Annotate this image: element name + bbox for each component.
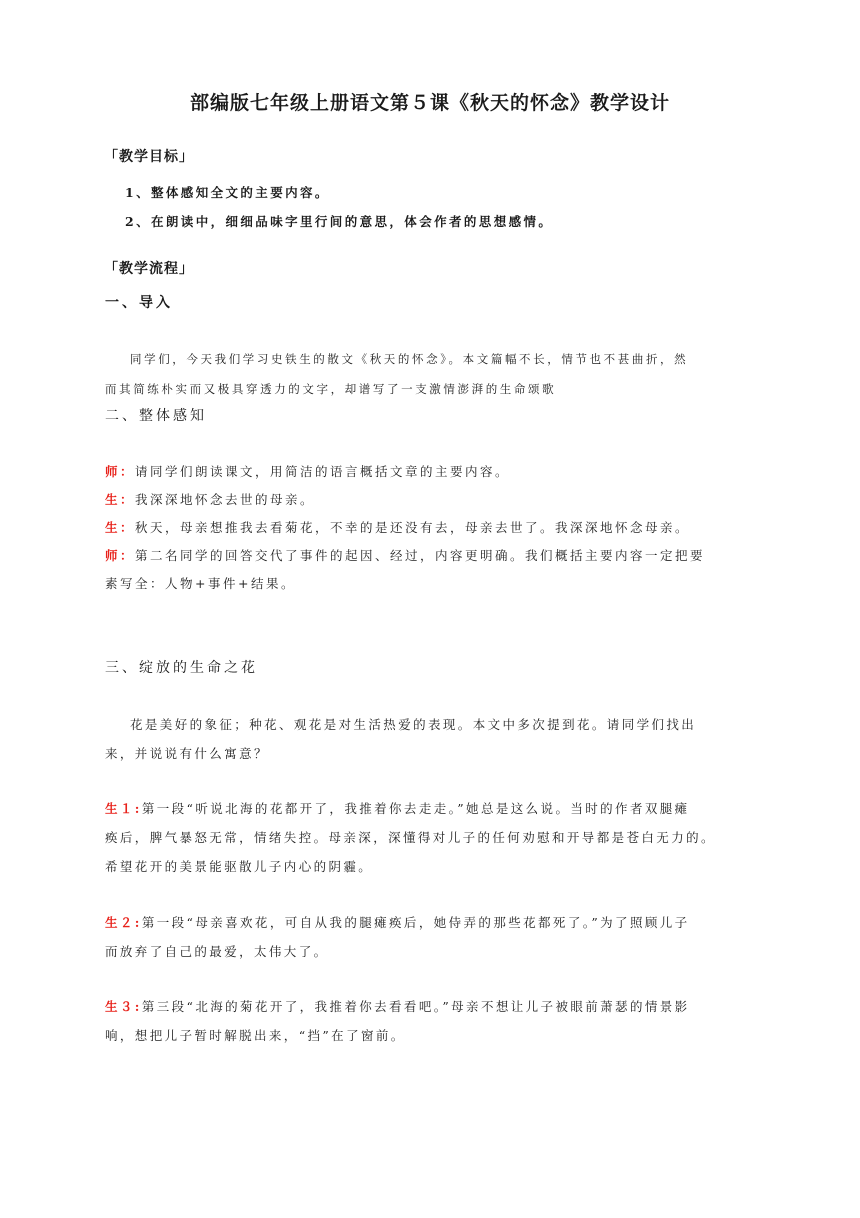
speaker-label: 生３: (105, 999, 142, 1014)
question-line-1: 花是美好的象征；种花、观花是对生活热爱的表现。本文中多次提到花。请同学们找出 (130, 717, 697, 732)
answer-line: 而放弃了自己的最爱，太伟大了。 (105, 944, 329, 959)
dialogue-line (105, 462, 510, 480)
answer-line: 希望花开的美景能驱散儿子内心的阴霾。 (105, 859, 374, 874)
answer-text: 第三段“北海的菊花开了，我推着你去看看吧。”母亲不想让儿子被眼前萧瑟的情景影 (141, 999, 690, 1014)
answer-line: 响，想把儿子暂时解脱出来，“挡”在了窗前。 (105, 1028, 406, 1043)
answer-text: 第一段“母亲喜欢花，可自从我的腿瘫痪后，她侍弄的那些花都死了。”为了照顾儿子 (141, 915, 690, 930)
intro-line-1: 同学们，今天我们学习史铁生的散文《秋天的怀念》。本文篇幅不长，情节也不甚曲折，然 (130, 352, 689, 366)
intro-line-2: 而其简练朴实而又极具穿透力的文字，却谱写了一支激情澎湃的生命颂歌 (105, 382, 557, 396)
answer-line (105, 913, 690, 931)
dialogue-text: 我深深地怀念去世的母亲。 (135, 492, 316, 507)
speaker-label: 师： (105, 548, 136, 563)
objectives-heading: 「教学目标」 (104, 149, 194, 165)
section-heading-overview: 二、整体感知 (105, 408, 207, 424)
answer-line (105, 997, 690, 1015)
answer-text: 第一段“听说北海的花都开了，我推着你去走走。”她总是这么说。当时的作者双腿瘫 (141, 801, 690, 816)
dialogue-line (105, 518, 690, 536)
dialogue-text: 请同学们朗读课文，用简洁的语言概括文章的主要内容。 (135, 464, 511, 479)
answer-line: 痪后，脾气暴怒无常，情绪失控。母亲深，深懂得对儿子的任何劝慰和开导都是苍白无力的。 (105, 830, 716, 845)
question-line-2: 来，并说说有什么寓意？ (105, 746, 269, 761)
section-heading-flower: 三、绽放的生命之花 (105, 660, 258, 676)
dialogue-text: 秋天，母亲想推我去看菊花，不幸的是还没有去，母亲去世了。我深深地怀念母亲。 (135, 520, 691, 535)
speaker-label: 生： (105, 520, 136, 535)
speaker-label: 生１: (105, 801, 142, 816)
speaker-label: 生： (105, 492, 136, 507)
process-heading: 「教学流程」 (104, 261, 194, 277)
document-title: 部编版七年级上册语文第５课《秋天的怀念》教学设计 (189, 92, 670, 114)
objective-item-1: 1、整体感知全文的主要内容。 (125, 185, 330, 200)
answer-line (105, 799, 690, 817)
speaker-label: 师： (105, 464, 136, 479)
dialogue-text: 第二名同学的回答交代了事件的起因、经过，内容更明确。我们概括主要内容一定把要 (135, 548, 706, 563)
dialogue-line (105, 490, 315, 508)
objective-item-2: 2、在朗读中，细细品味字里行间的意思，体会作者的思想感情。 (125, 214, 554, 229)
section-heading-intro: 一、导入 (105, 295, 173, 311)
dialogue-continuation: 素写全：人物+事件+结果。 (105, 576, 296, 591)
dialogue-line (105, 546, 705, 564)
speaker-label: 生２: (105, 915, 142, 930)
